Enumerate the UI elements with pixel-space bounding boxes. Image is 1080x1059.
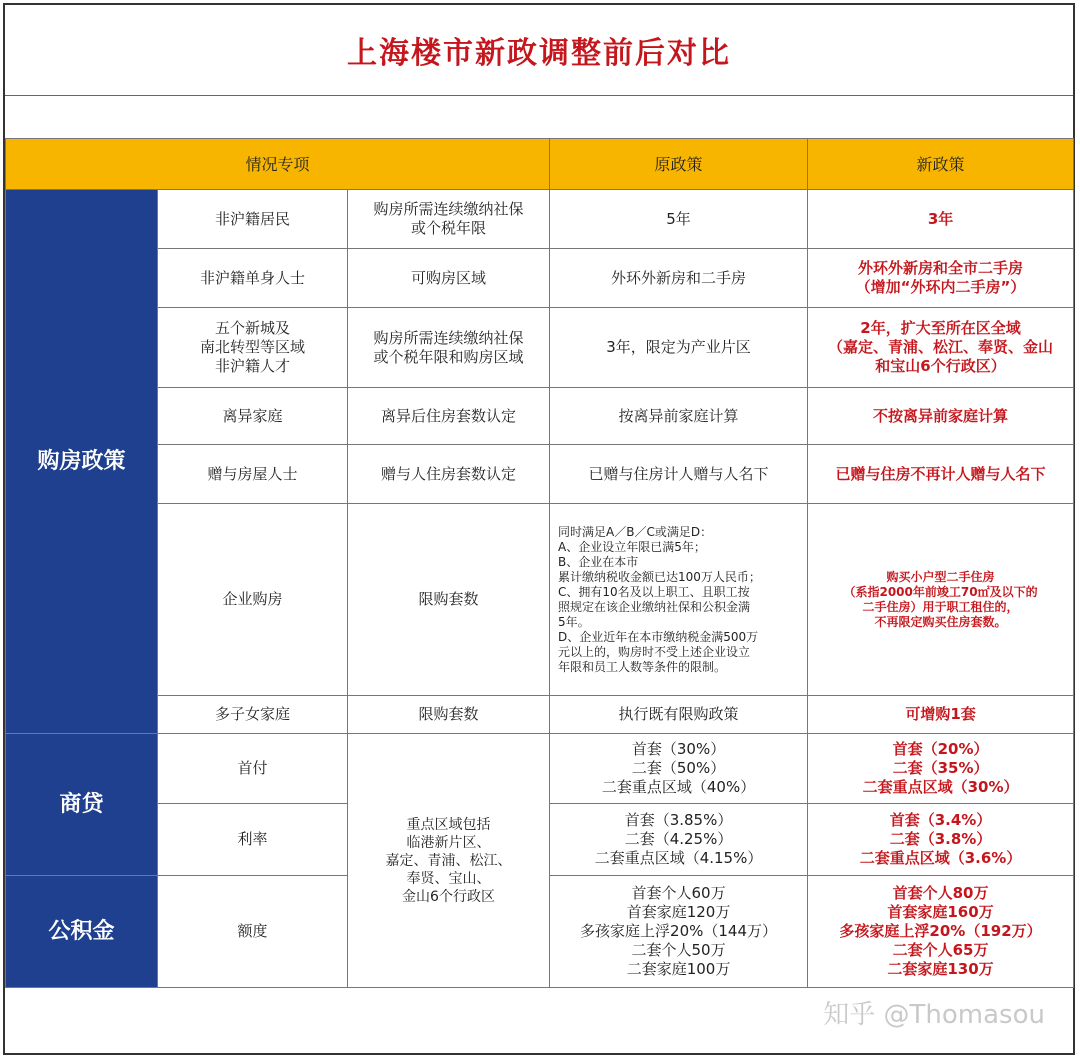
table-row — [6, 249, 1074, 308]
row-new: 首套（20%） 二套（35%） 二套重点区域（30%） — [808, 734, 1074, 804]
row-new: 首套个人80万 首套家庭160万 多孩家庭上浮20%（192万） 二套个人65万 二套家庭130万 — [808, 876, 1074, 988]
row-new: 不按离异前家庭计算 — [808, 388, 1074, 445]
table-row — [6, 388, 1074, 445]
policy-table — [5, 138, 1074, 988]
row-item: 多子女家庭 — [158, 696, 348, 734]
row-new: 2年，扩大至所在区全域 （嘉定、青浦、松江、奉贤、金山 和宝山6个行政区） — [808, 308, 1074, 388]
row-item: 首付 — [158, 734, 348, 804]
row-old: 首套个人60万 首套家庭120万 多孩家庭上浮20%（144万） 二套个人50万 二套家庭100万 — [550, 876, 808, 988]
row-item: 非沪籍居民 — [158, 190, 348, 249]
row-old: 已赠与住房计人赠与人名下 — [550, 445, 808, 504]
table-row — [6, 445, 1074, 504]
row-new: 外环外新房和全市二手房 （增加“外环内二手房”） — [808, 249, 1074, 308]
row-item: 利率 — [158, 804, 348, 876]
row-old: 同时满足A／B／C或满足D： A、企业设立年限已满5年； B、企业在本市 累计缴纳税收金额已达100万人民币； C、拥有10名及以上职工、且职工按 照规定在该企业缴纳社保和公积金满 5年。 D、企业近年在本市缴纳税金满500万 元以上的，购房时不受上述企业设立 年限和员工人数等条件的限制。 — [550, 504, 808, 696]
document-frame — [3, 3, 1075, 1055]
row-sub: 限购套数 — [348, 504, 550, 696]
row-item: 离异家庭 — [158, 388, 348, 445]
row-old: 首套（3.85%） 二套（4.25%） 二套重点区域（4.15%） — [550, 804, 808, 876]
header-old: 原政策 — [550, 139, 808, 190]
row-old: 执行既有限购政策 — [550, 696, 808, 734]
row-item: 五个新城及 南北转型等区域 非沪籍人才 — [158, 308, 348, 388]
row-sub: 赠与人住房套数认定 — [348, 445, 550, 504]
header-new: 新政策 — [808, 139, 1074, 190]
row-old: 3年，限定为产业片区 — [550, 308, 808, 388]
row-sub: 购房所需连续缴纳社保 或个税年限和购房区域 — [348, 308, 550, 388]
table-row — [6, 696, 1074, 734]
row-item: 额度 — [158, 876, 348, 988]
table-header-row — [6, 139, 1074, 190]
header-situation: 情况专项 — [6, 139, 550, 190]
table-row — [6, 734, 1074, 804]
row-item: 非沪籍单身人士 — [158, 249, 348, 308]
row-old: 外环外新房和二手房 — [550, 249, 808, 308]
page-title: 上海楼市新政调整前后对比 — [5, 5, 1073, 96]
category-purchase: 购房政策 — [6, 190, 158, 734]
row-old: 5年 — [550, 190, 808, 249]
category-loan: 商贷 — [6, 734, 158, 876]
row-new: 购买小户型二手住房 （系指2000年前竣工70㎡及以下的 二手住房）用于职工租住的， 不再限定购买住房套数。 — [808, 504, 1074, 696]
row-new: 首套（3.4%） 二套（3.8%） 二套重点区域（3.6%） — [808, 804, 1074, 876]
row-old: 首套（30%） 二套（50%） 二套重点区域（40%） — [550, 734, 808, 804]
table-row — [6, 504, 1074, 696]
row-item: 赠与房屋人士 — [158, 445, 348, 504]
row-item: 企业购房 — [158, 504, 348, 696]
row-new: 可增购1套 — [808, 696, 1074, 734]
table-row — [6, 190, 1074, 249]
row-sub: 限购套数 — [348, 696, 550, 734]
row-new: 已赠与住房不再计人赠与人名下 — [808, 445, 1074, 504]
row-old: 按离异前家庭计算 — [550, 388, 808, 445]
row-sub: 可购房区域 — [348, 249, 550, 308]
key-zone-note: 重点区域包括 临港新片区、 嘉定、青浦、松江、 奉贤、宝山、 金山6个行政区 — [348, 734, 550, 988]
row-sub: 购房所需连续缴纳社保 或个税年限 — [348, 190, 550, 249]
row-sub: 离异后住房套数认定 — [348, 388, 550, 445]
category-fund: 公积金 — [6, 876, 158, 988]
row-new: 3年 — [808, 190, 1074, 249]
watermark: 知乎 @Thomasou — [823, 1000, 1045, 1030]
table-row — [6, 308, 1074, 388]
